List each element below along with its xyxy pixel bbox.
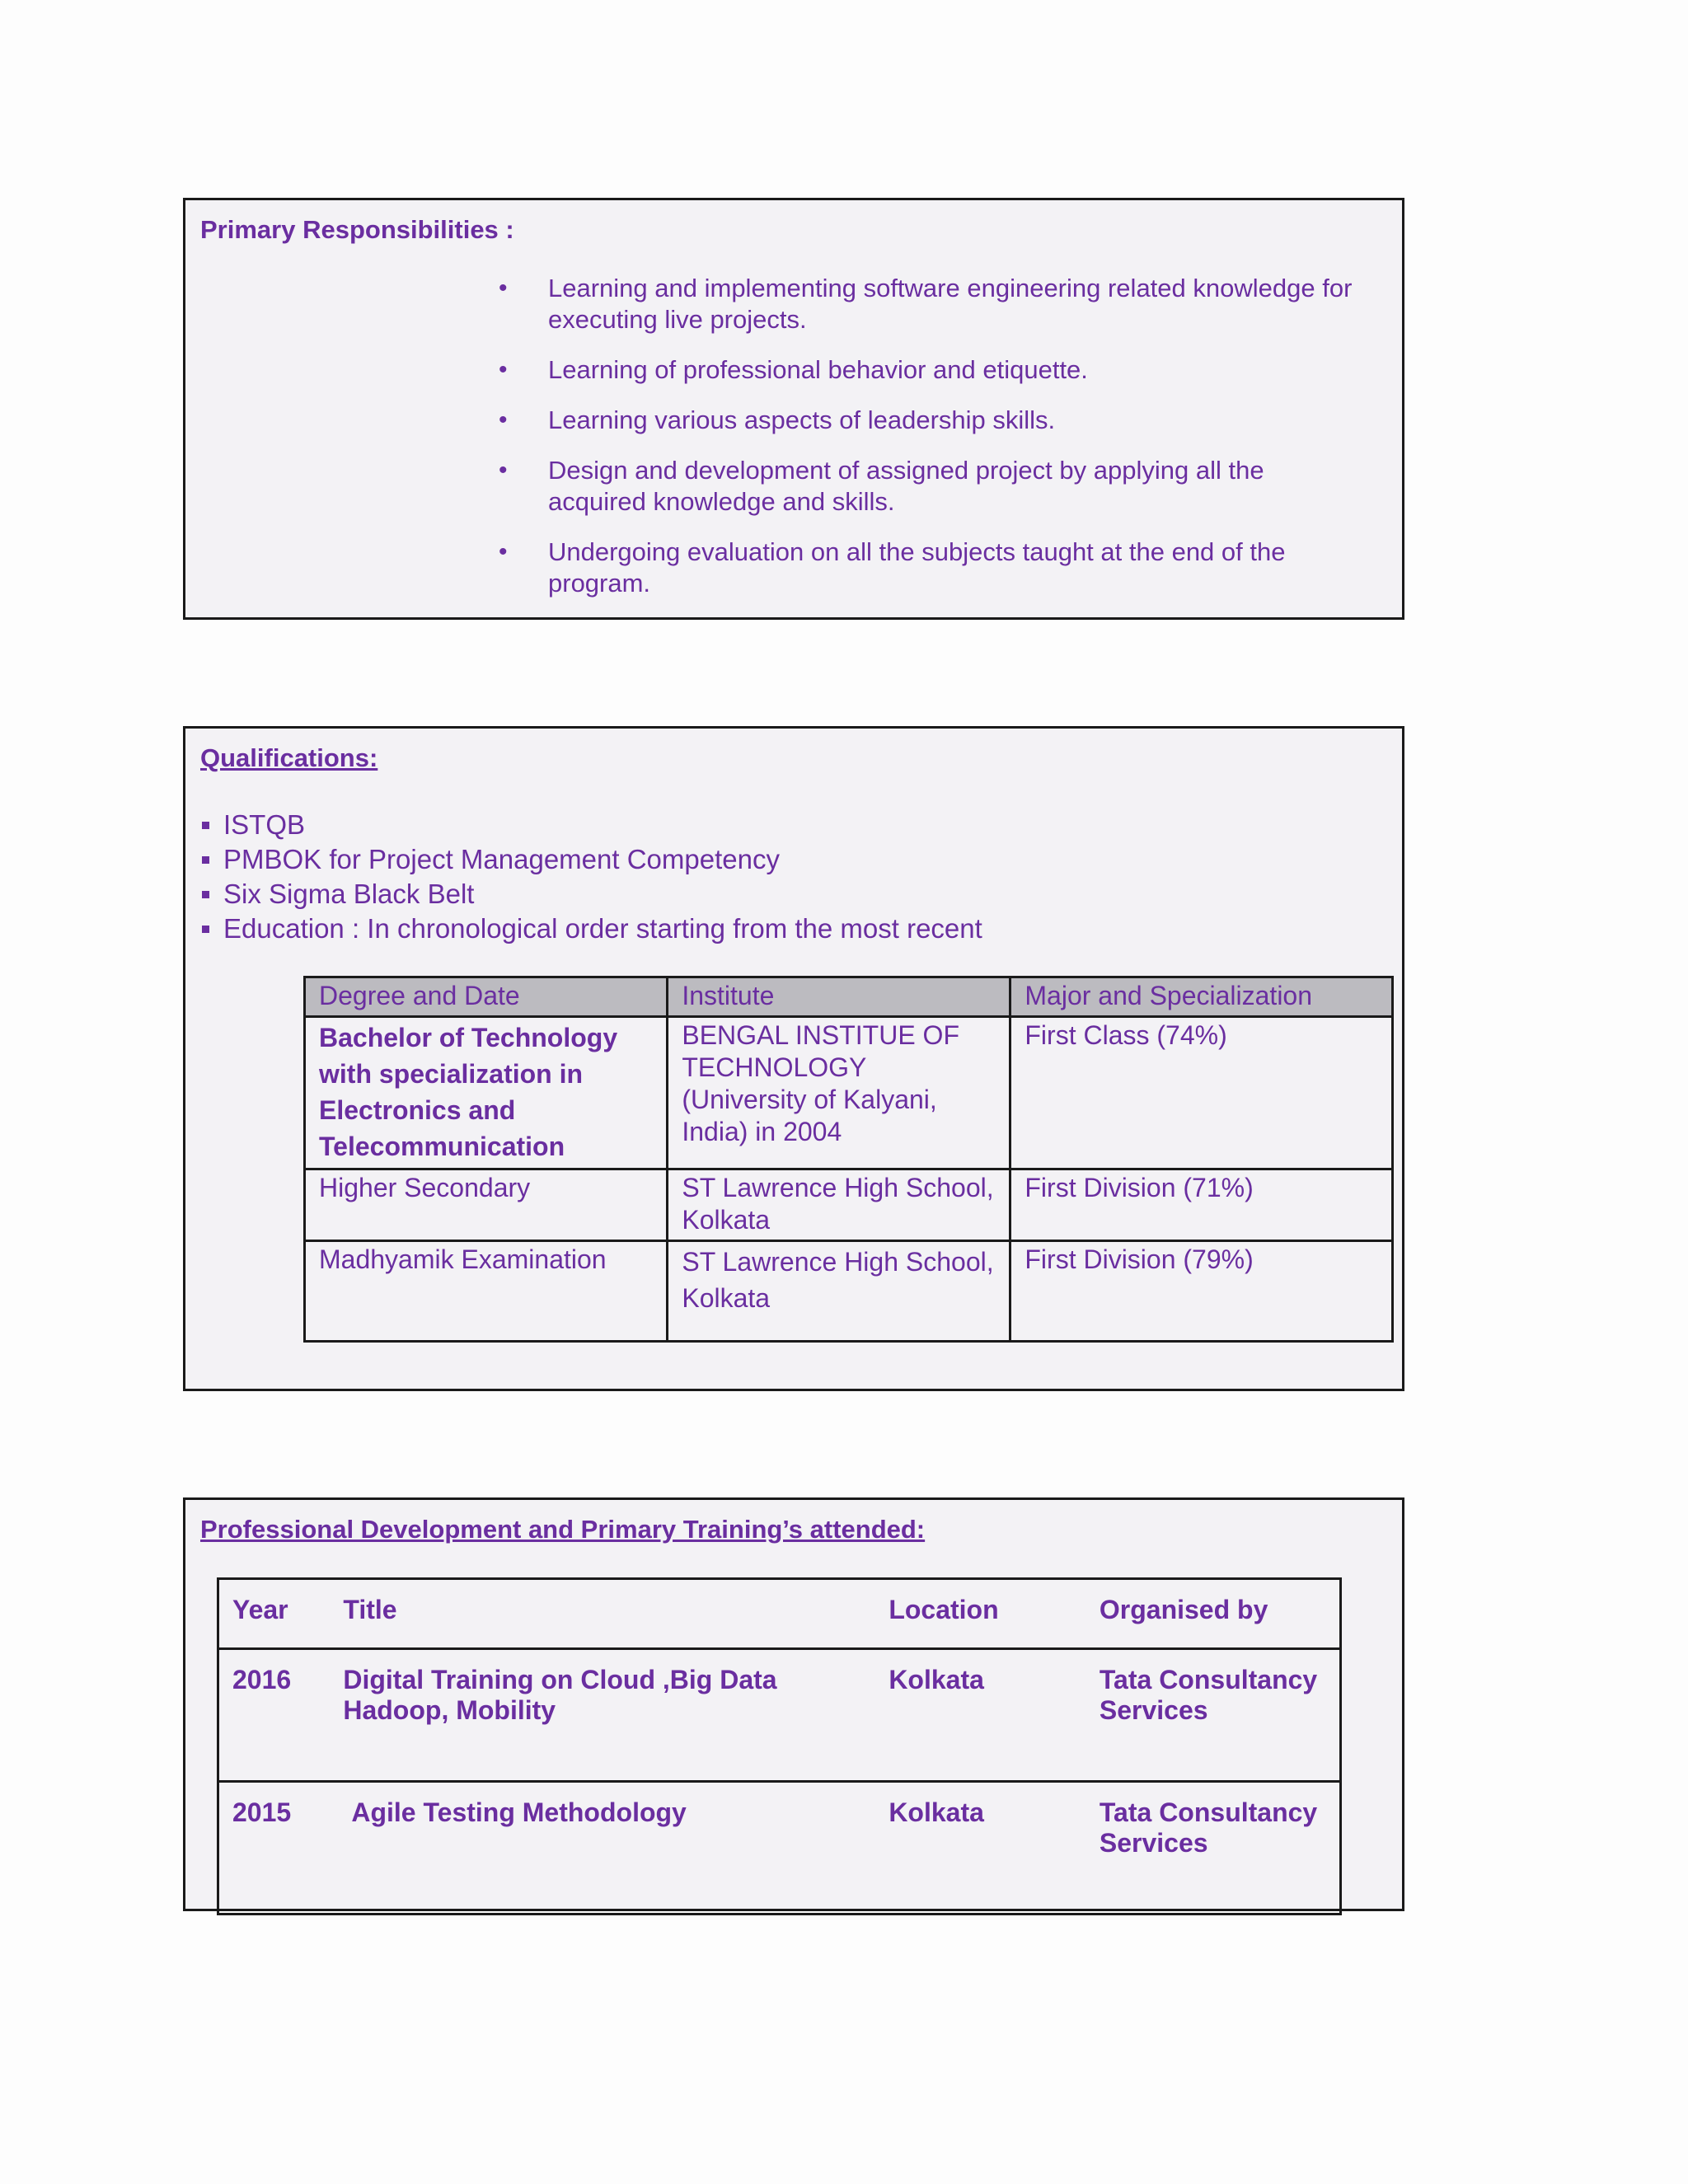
responsibilities-title: Primary Responsibilities :: [200, 215, 514, 244]
degree-cell: Madhyamik Examination: [305, 1241, 668, 1342]
institute-cell: ST Lawrence High School, Kolkata: [668, 1241, 1010, 1342]
institute-cell: BENGAL INSTITUE OF TECHNOLOGY (University of Kalyani, India) in 2004: [668, 1017, 1010, 1169]
column-header-location: Location: [889, 1595, 999, 1624]
table-row: [218, 1649, 1341, 1782]
title-cell: Agile Testing Methodology: [351, 1797, 687, 1827]
list-item: • Learning various aspects of leadership skills.: [499, 405, 1364, 436]
table-row: [218, 1782, 1341, 1915]
list-item: • Learning of professional behavior and etiquette.: [499, 354, 1364, 386]
responsibilities-section: [183, 198, 1404, 620]
list-item: Education : In chronological order starting from the most recent: [200, 912, 982, 946]
institute-cell: ST Lawrence High School, Kolkata: [668, 1169, 1010, 1241]
major-cell: First Class (74%): [1010, 1017, 1393, 1169]
table-row: [305, 1169, 1393, 1241]
table-header-row: [305, 977, 1393, 1017]
education-table: [303, 976, 1394, 1343]
major-cell: First Division (79%): [1010, 1241, 1393, 1342]
list-item: ISTQB: [200, 808, 982, 842]
list-item: • Learning and implementing software engineering related knowledge for executing live projects.: [499, 273, 1364, 335]
table-row: [305, 1017, 1393, 1169]
training-section: [183, 1497, 1404, 1911]
column-header-organiser: Organised by: [1099, 1595, 1268, 1624]
column-header-degree: Degree and Date: [305, 977, 668, 1017]
year-cell: 2016: [232, 1665, 292, 1694]
degree-cell: Bachelor of Technology with specialization in Electronics and Telecommunication: [305, 1017, 668, 1169]
qualifications-list: [200, 808, 982, 946]
location-cell: Kolkata: [889, 1797, 984, 1827]
qualifications-section: [183, 726, 1404, 1391]
major-cell: First Division (71%): [1010, 1169, 1393, 1241]
responsibilities-list: [499, 273, 1364, 618]
training-table: [217, 1577, 1342, 1915]
column-header-institute: Institute: [668, 977, 1010, 1017]
column-header-major: Major and Specialization: [1010, 977, 1393, 1017]
year-cell: 2015: [232, 1797, 292, 1827]
list-item: • Undergoing evaluation on all the subjects taught at the end of the program.: [499, 537, 1364, 599]
table-header-row: [218, 1579, 1341, 1649]
list-item: PMBOK for Project Management Competency: [200, 842, 982, 877]
column-header-year: Year: [232, 1595, 288, 1624]
degree-cell: Higher Secondary: [305, 1169, 668, 1241]
list-item: Six Sigma Black Belt: [200, 877, 982, 912]
list-item: • Design and development of assigned project by applying all the acquired knowledge and skills.: [499, 455, 1364, 518]
training-title: Professional Development and Primary Training’s attended:: [200, 1515, 926, 1544]
location-cell: Kolkata: [889, 1665, 984, 1694]
title-cell: Digital Training on Cloud ,Big Data Hadoop, Mobility: [343, 1665, 777, 1725]
organiser-cell: Tata Consultancy Services: [1099, 1665, 1318, 1725]
column-header-title: Title: [343, 1595, 397, 1624]
qualifications-title: Qualifications:: [200, 743, 378, 772]
table-row: [305, 1241, 1393, 1342]
organiser-cell: Tata Consultancy Services: [1099, 1797, 1318, 1858]
